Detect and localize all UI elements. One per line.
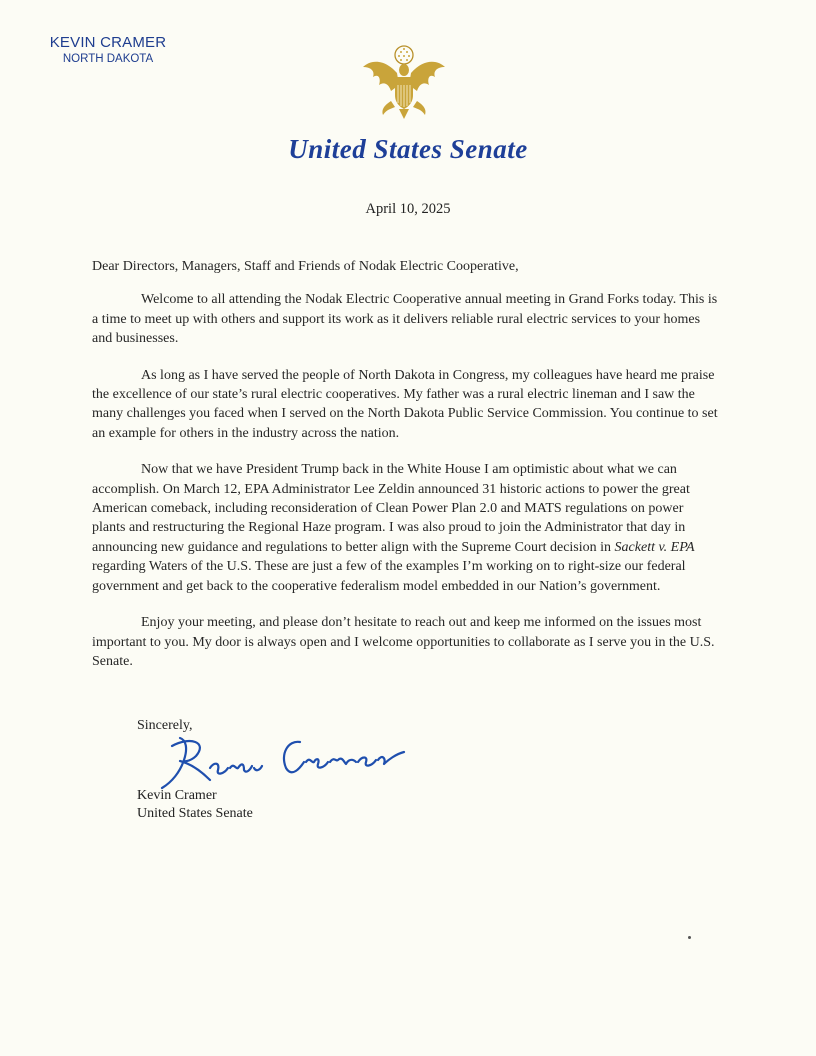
closing: Sincerely,: [137, 718, 193, 733]
signer-name: Kevin Cramer: [137, 788, 217, 803]
handwritten-signature: [150, 728, 412, 790]
body-paragraph-2: As long as I have served the people of North Dakota in Congress, my colleagues have heard me praise the excellence of our state’s rural electric cooperatives. My father was a rural electric lineman and I saw the many challenges you faced when I served on the North Dakota Public Service Commission. You continue to set an example for others in the industry across the nation.: [92, 367, 718, 441]
signer-title: United States Senate: [137, 806, 253, 821]
letterhead-senator-name: KEVIN CRAMER: [49, 34, 167, 51]
body-paragraph-1: Welcome to all attending the Nodak Electric Cooperative annual meeting in Grand Forks today. This is a time to meet up with others and support its work as it delivers reliable rural electric services to your homes and businesses.: [92, 292, 718, 347]
case-citation: Sackett v. EPA: [614, 539, 695, 555]
paragraph-3-text-after-case: regarding Waters of the U.S. These are just a few of the examples I’m working on to right-size our federal government and get back to the cooperative federalism model embedded in our Nation’s government.: [92, 559, 686, 594]
paragraph-3-text-before-case: Now that we have President Trump back in the White House I am optimistic about what we can accomplish. On March 12, EPA Administrator Lee Zeldin announced 31 historic actions to power the great American comeback, including reconsideration of Clean Power Plan 2.0 and MATS regulations on power plants and restructuring the Regional Haze program. I was also proud to join the Administrator that day in announcing new guidance and regulations to better align with the Supreme Court decision in: [92, 462, 690, 555]
letter-body: [92, 257, 718, 688]
letterhead-state: NORTH DAKOTA: [62, 53, 154, 65]
body-paragraph-3: [92, 460, 718, 596]
body-paragraph-4: Enjoy your meeting, and please don’t hesitate to reach out and keep me informed on the issues most important to you. My door is always open and I welcome opportunities to collaborate as I serve you in the U.S. Senate.: [92, 615, 715, 669]
salutation: Dear Directors, Managers, Staff and Friends of Nodak Electric Cooperative,: [92, 259, 519, 274]
great-seal-eagle-icon: [361, 43, 447, 123]
letterhead-title: United States Senate: [288, 134, 528, 164]
letter-date: April 10, 2025: [365, 201, 451, 217]
scan-speck: [688, 936, 691, 939]
